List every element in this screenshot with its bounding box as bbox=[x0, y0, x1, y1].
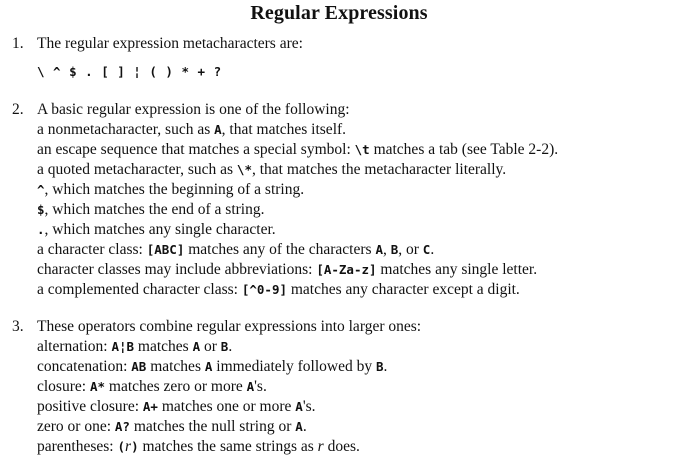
list-item: $, which matches the end of a string. bbox=[37, 201, 265, 218]
list-item: a quoted metacharacter, such as \*, that matches the metacharacter literally. bbox=[37, 161, 507, 178]
list-item: a nonmetacharacter, such as A, that matches itself. bbox=[37, 121, 347, 138]
list-item: a character class: [ABC] matches any of the characters A, B, or C. bbox=[37, 241, 435, 258]
list-item: ., which matches any single character. bbox=[37, 221, 276, 238]
list-item: concatenation: AB matches A immediately followed by B. bbox=[37, 358, 388, 375]
list-item: ^, which matches the beginning of a string. bbox=[37, 181, 305, 198]
section-3-number: 3. bbox=[12, 318, 24, 335]
list-item: an escape sequence that matches a special symbol: \t matches a tab (see Table 2-2). bbox=[37, 141, 559, 158]
list-item: positive closure: A+ matches one or more A's. bbox=[37, 398, 316, 415]
metacharacter-list: \ ^ $ . [ ] ¦ ( ) * + ? bbox=[37, 64, 222, 79]
list-item: zero or one: A? matches the null string or A. bbox=[37, 418, 307, 435]
section-1-number: 1. bbox=[12, 35, 24, 52]
section-1-intro: The regular expression metacharacters are: bbox=[37, 35, 303, 52]
section-3-intro: These operators combine regular expressions into larger ones: bbox=[37, 318, 422, 335]
list-item: character classes may include abbreviations: [A-Za-z] matches any single letter. bbox=[37, 261, 538, 278]
list-item: alternation: A¦B matches A or B. bbox=[37, 338, 233, 355]
section-2-number: 2. bbox=[12, 101, 24, 118]
page-title: Regular Expressions bbox=[250, 2, 428, 24]
section-2-intro: A basic regular expression is one of the following: bbox=[37, 101, 350, 118]
list-item: a complemented character class: [^0-9] matches any character except a digit. bbox=[37, 281, 520, 298]
list-item: closure: A* matches zero or more A's. bbox=[37, 378, 267, 395]
list-item: parentheses: (r) matches the same strings as r does. bbox=[37, 438, 360, 455]
